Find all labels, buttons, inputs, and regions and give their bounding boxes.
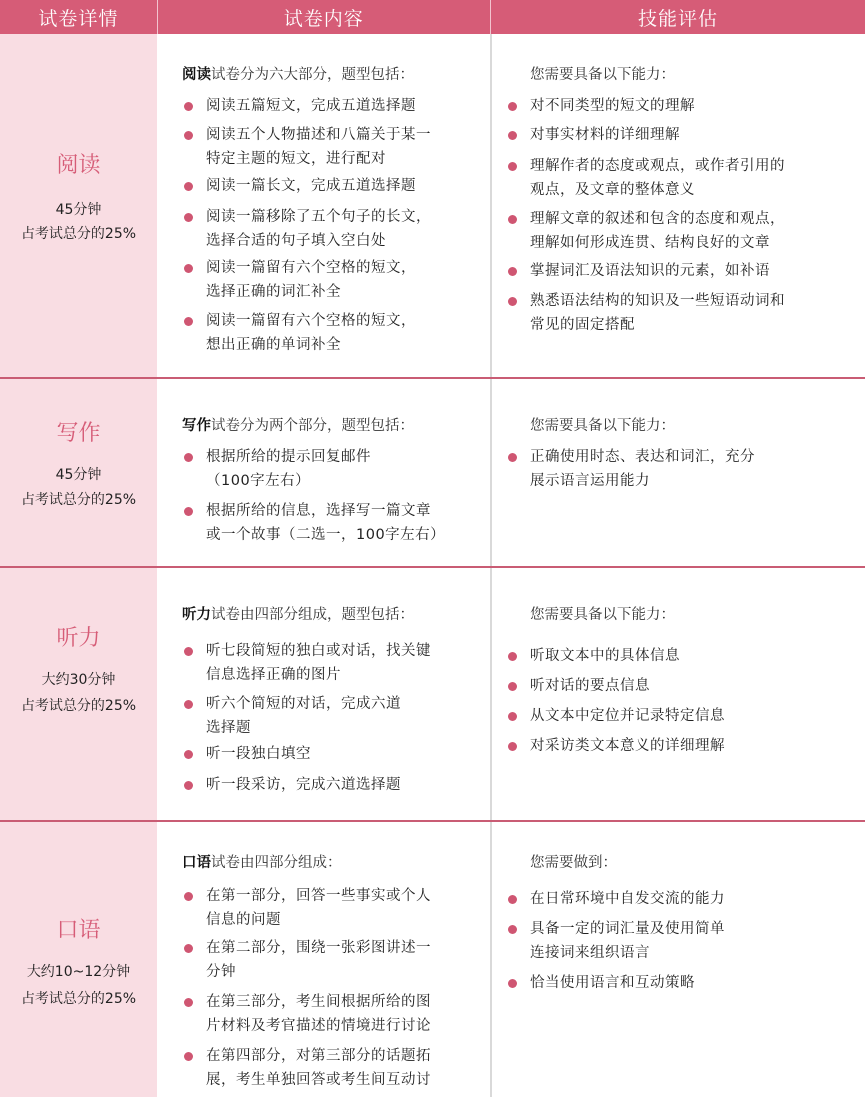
content-intro bbox=[182, 603, 414, 624]
content-intro-title: 阅读 bbox=[182, 67, 211, 83]
section-title: 听力 bbox=[56, 626, 101, 651]
bullet-icon bbox=[508, 979, 517, 988]
bullet-icon bbox=[508, 895, 517, 904]
list-item: 听七段简短的独白或对话，找关键 信息选择正确的图片 bbox=[206, 639, 484, 687]
section-title: 口语 bbox=[56, 918, 101, 943]
section-reading bbox=[0, 34, 865, 378]
list-item: 阅读一篇长文，完成五道选择题 bbox=[206, 174, 484, 198]
content-intro-text: 试卷由四部分组成： bbox=[211, 855, 342, 871]
header-exam-details: 试卷详情 bbox=[38, 7, 119, 30]
bullet-icon bbox=[184, 750, 193, 759]
bullet-icon bbox=[184, 453, 193, 462]
bullet-icon bbox=[184, 317, 193, 326]
bullet-icon bbox=[508, 267, 517, 276]
skill-item: 恰当使用语言和互动策略 bbox=[530, 971, 860, 995]
section-duration: 45分钟 bbox=[55, 467, 102, 483]
column-divider bbox=[490, 822, 492, 1097]
bullet-icon bbox=[184, 781, 193, 790]
skill-item: 具备一定的词汇量及使用简单 连接词来组织语言 bbox=[530, 917, 860, 965]
bullet-icon bbox=[508, 925, 517, 934]
list-item: 听六个简短的对话，完成六道 选择题 bbox=[206, 692, 484, 740]
list-item: 根据所给的提示回复邮件 （100字左右） bbox=[206, 445, 484, 493]
content-intro bbox=[182, 851, 342, 872]
section-weight: 占考试总分的25% bbox=[20, 492, 137, 508]
skill-item: 掌握词汇及语法知识的元素，如补语 bbox=[530, 259, 860, 283]
skill-item: 熟悉语法结构的知识及一些短语动词和 常见的固定搭配 bbox=[530, 289, 860, 337]
bullet-icon bbox=[184, 182, 193, 191]
skill-item: 听对话的要点信息 bbox=[530, 674, 860, 698]
column-divider bbox=[490, 379, 492, 567]
list-item: 阅读一篇移除了五个句子的长文， 选择合适的句子填入空白处 bbox=[206, 205, 484, 253]
bullet-icon bbox=[508, 453, 517, 462]
content-intro bbox=[182, 414, 414, 435]
bullet-icon bbox=[508, 131, 517, 140]
bullet-icon bbox=[184, 1052, 193, 1061]
section-writing bbox=[0, 379, 865, 567]
list-item: 根据所给的信息，选择写一篇文章 或一个故事（二选一，100字左右） bbox=[206, 499, 484, 547]
bullet-icon bbox=[184, 647, 193, 656]
section-speaking bbox=[0, 822, 865, 1097]
skills-intro: 您需要具备以下能力： bbox=[530, 418, 675, 434]
bullet-icon bbox=[508, 682, 517, 691]
section-duration: 45分钟 bbox=[55, 202, 102, 218]
content-intro bbox=[182, 63, 414, 84]
bullet-icon bbox=[184, 264, 193, 273]
section-weight: 占考试总分的25% bbox=[20, 226, 137, 242]
section-listening bbox=[0, 568, 865, 821]
section-title: 写作 bbox=[56, 421, 101, 446]
section-duration: 大约30分钟 bbox=[41, 672, 116, 688]
skill-item: 听取文本中的具体信息 bbox=[530, 644, 860, 668]
bullet-icon bbox=[184, 102, 193, 111]
bullet-icon bbox=[508, 162, 517, 171]
column-divider bbox=[490, 568, 492, 821]
bullet-icon bbox=[508, 742, 517, 751]
section-duration: 大约10~12分钟 bbox=[26, 964, 131, 980]
list-item: 听一段采访，完成六道选择题 bbox=[206, 773, 484, 797]
content-intro-text: 试卷分为两个部分，题型包括： bbox=[211, 418, 414, 434]
skill-item: 对事实材料的详细理解 bbox=[530, 123, 860, 147]
skills-intro: 您需要具备以下能力： bbox=[530, 607, 675, 623]
section-weight: 占考试总分的25% bbox=[20, 991, 137, 1007]
list-item: 在第一部分，回答一些事实或个人 信息的问题 bbox=[206, 884, 484, 932]
section-title: 阅读 bbox=[56, 153, 101, 178]
bullet-icon bbox=[508, 652, 517, 661]
list-item: 阅读一篇留有六个空格的短文， 选择正确的词汇补全 bbox=[206, 256, 484, 304]
skills-intro: 您需要具备以下能力： bbox=[530, 67, 675, 83]
list-item: 在第四部分，对第三部分的话题拓 展，考生单独回答或考生间互动讨 bbox=[206, 1044, 484, 1092]
content-intro-text: 试卷由四部分组成，题型包括： bbox=[211, 607, 414, 623]
list-item: 在第二部分，围绕一张彩图讲述一 分钟 bbox=[206, 936, 484, 984]
bullet-icon bbox=[184, 700, 193, 709]
column-divider bbox=[490, 34, 492, 378]
list-item: 听一段独白填空 bbox=[206, 742, 484, 766]
header-skill-assessment: 技能评估 bbox=[637, 7, 718, 30]
skill-item: 从文本中定位并记录特定信息 bbox=[530, 704, 860, 728]
bullet-icon bbox=[184, 507, 193, 516]
skills-intro: 您需要做到： bbox=[530, 855, 617, 871]
bullet-icon bbox=[508, 102, 517, 111]
content-intro-title: 写作 bbox=[182, 418, 211, 434]
content-intro-title: 口语 bbox=[182, 855, 211, 871]
bullet-icon bbox=[508, 297, 517, 306]
bullet-icon bbox=[184, 944, 193, 953]
content-intro-title: 听力 bbox=[182, 607, 211, 623]
skill-item: 正确使用时态、表达和词汇，充分 展示语言运用能力 bbox=[530, 445, 860, 493]
skill-item: 理解作者的态度或观点，或作者引用的 观点，及文章的整体意义 bbox=[530, 154, 860, 202]
bullet-icon bbox=[184, 892, 193, 901]
skill-item: 对不同类型的短文的理解 bbox=[530, 94, 860, 118]
header-exam-content: 试卷内容 bbox=[283, 7, 364, 30]
skill-item: 理解文章的叙述和包含的态度和观点， 理解如何形成连贯、结构良好的文章 bbox=[530, 207, 860, 255]
bullet-icon bbox=[184, 213, 193, 222]
bullet-icon bbox=[184, 998, 193, 1007]
table-header bbox=[0, 0, 865, 34]
skill-item: 在日常环境中自发交流的能力 bbox=[530, 887, 860, 911]
bullet-icon bbox=[508, 215, 517, 224]
bullet-icon bbox=[508, 712, 517, 721]
list-item: 阅读五个人物描述和八篇关于某一 特定主题的短文，进行配对 bbox=[206, 123, 484, 171]
bullet-icon bbox=[184, 131, 193, 140]
list-item: 阅读五篇短文，完成五道选择题 bbox=[206, 94, 484, 118]
list-item: 在第三部分，考生间根据所给的图 片材料及考官描述的情境进行讨论 bbox=[206, 990, 484, 1038]
skill-item: 对采访类文本意义的详细理解 bbox=[530, 734, 860, 758]
list-item: 阅读一篇留有六个空格的短文， 想出正确的单词补全 bbox=[206, 309, 484, 357]
section-weight: 占考试总分的25% bbox=[20, 698, 137, 714]
content-intro-text: 试卷分为六大部分，题型包括： bbox=[211, 67, 414, 83]
